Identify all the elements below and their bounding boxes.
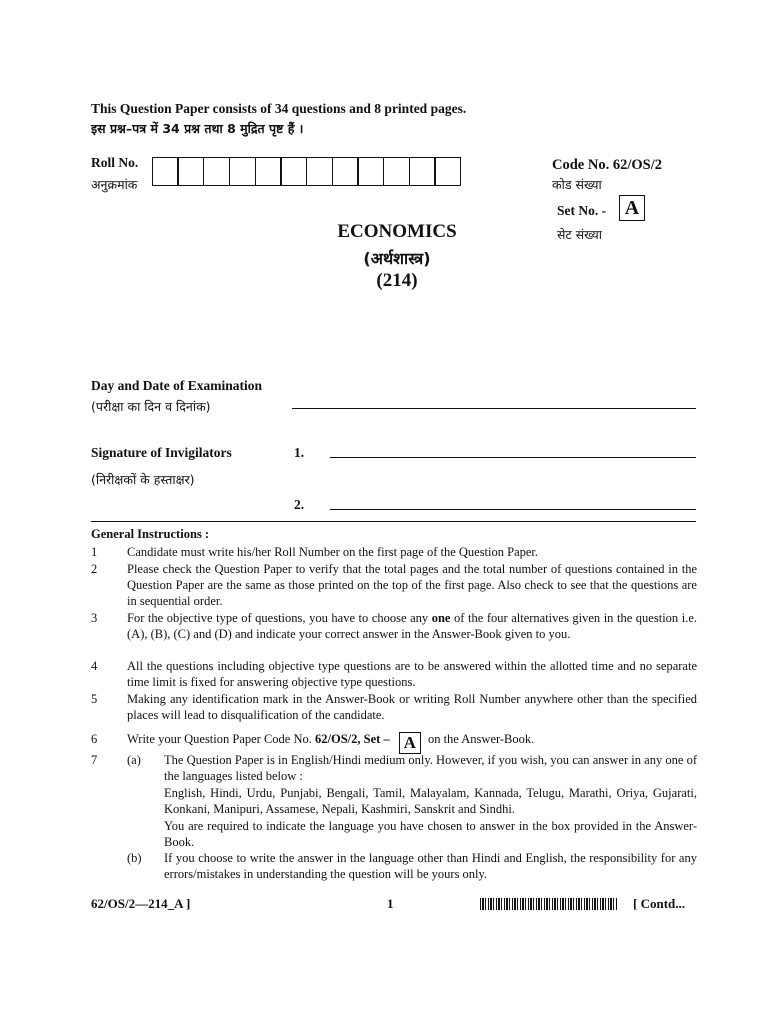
invigilator-1-number: 1. (294, 445, 305, 460)
invigilator-label-hi: (निरीक्षकों के हस्ताक्षर) (91, 472, 195, 487)
roll-digit-box[interactable] (434, 157, 461, 186)
paper-info-en: This Question Paper consists of 34 questions and 8 printed pages. (91, 101, 467, 116)
invigilator-2-line[interactable] (330, 509, 696, 510)
instruction-7b-label: (b) (127, 851, 142, 865)
instruction-text: All the questions including objective type questions are to be answered within the allotted time and no separate time limit is fixed for answering objective type questions. (127, 659, 697, 689)
roll-no-label: Roll No. (91, 155, 139, 170)
roll-digit-box[interactable] (306, 157, 333, 186)
instruction-text: Candidate must write his/her Roll Number on the first page of the Question Paper. (127, 545, 539, 559)
paper-info-hi: इस प्रश्न–पत्र में 34 प्रश्न तथा 8 मुद्रित पृष्ट हैं । (91, 121, 304, 136)
instruction-7b-text: If you choose to write the answer in the language other than Hindi and English, the responsibility for any errors/mistakes in understanding the question will be yours only. (164, 851, 697, 881)
divider (91, 521, 696, 522)
instruction-number: 2 (91, 562, 98, 576)
roll-digit-box[interactable] (203, 157, 230, 186)
roll-number-boxes[interactable] (153, 157, 461, 186)
invigilator-1-line[interactable] (330, 457, 696, 458)
instruction-text: Write your Question Paper Code No. 62/OS/2, Set – A on the Answer-Book. (127, 732, 535, 752)
roll-digit-box[interactable] (332, 157, 359, 186)
instruction-text: Please check the Question Paper to verify that the total pages and the total number of questions contained in the Question Paper are the same as those printed on the top of the first page. Also check to see that the questions are in sequential order. (127, 562, 697, 608)
set-box: A (619, 195, 645, 221)
contd-label: [ Contd... (633, 896, 686, 911)
footer-code: 62/OS/2—214_A ] (91, 896, 191, 911)
page-number: 1 (387, 896, 394, 911)
instruction-text: Making any identification mark in the Answer-Book or writing Roll Number anywhere other than the specified places will lead to disqualification of the candidate. (127, 692, 697, 722)
set-no-label: Set No. - (557, 203, 607, 218)
roll-digit-box[interactable] (357, 157, 384, 186)
code-no-hi: कोड संख्या (552, 177, 602, 192)
exam-date-label-hi: (परीक्षा का दिन व दिनांक) (91, 399, 211, 414)
exam-date-label: Day and Date of Examination (91, 378, 263, 393)
exam-date-line[interactable] (292, 408, 696, 409)
instruction-number: 3 (91, 611, 98, 625)
instruction-7a-label: (a) (127, 753, 141, 767)
instruction-number: 5 (91, 692, 98, 706)
roll-no-label-hi: अनुक्रमांक (91, 177, 138, 192)
roll-digit-box[interactable] (177, 157, 204, 186)
instruction-number: 1 (91, 545, 98, 559)
instruction-7a-text1: The Question Paper is in English/Hindi medium only. However, if you wish, you can answer in any one of the languages listed below : (164, 753, 697, 783)
invigilator-2-number: 2. (294, 497, 305, 512)
roll-digit-box[interactable] (409, 157, 436, 186)
instructions-heading: General Instructions : (91, 527, 210, 541)
roll-digit-box[interactable] (255, 157, 282, 186)
subject-title: ECONOMICS (337, 221, 457, 242)
code-no: Code No. 62/OS/2 (552, 157, 662, 173)
set-box-inline: A (399, 732, 421, 754)
subject-code: (214) (376, 270, 418, 291)
instruction-text: For the objective type of questions, you have to choose any one of the four alternatives given in the question i.e. (A), (B), (C) and (D) and indicate your correct answer in the Answer-Book given to you. (127, 611, 697, 641)
instruction-number: 4 (91, 659, 98, 673)
instruction-7a-text3: You are required to indicate the language you have chosen to answer in the box provided in the Answer-Book. (164, 819, 697, 849)
roll-digit-box[interactable] (383, 157, 410, 186)
roll-digit-box[interactable] (152, 157, 179, 186)
roll-digit-box[interactable] (280, 157, 307, 186)
barcode (480, 898, 618, 910)
instruction-7a-text2: English, Hindi, Urdu, Punjabi, Bengali, Tamil, Malayalam, Kannada, Telugu, Marathi, Oriya, Gujarati, Konkani, Manipuri, Assamese, Nepali, Kashmiri, Sanskrit and Sindhi. (164, 786, 697, 816)
subject-title-hi: (अर्थशास्त्र) (363, 249, 431, 268)
invigilator-label: Signature of Invigilators (91, 445, 232, 460)
instruction-number: 6 (91, 732, 98, 746)
roll-digit-box[interactable] (229, 157, 256, 186)
set-no-hi: सेट संख्या (557, 227, 602, 242)
instruction-number: 7 (91, 753, 98, 767)
